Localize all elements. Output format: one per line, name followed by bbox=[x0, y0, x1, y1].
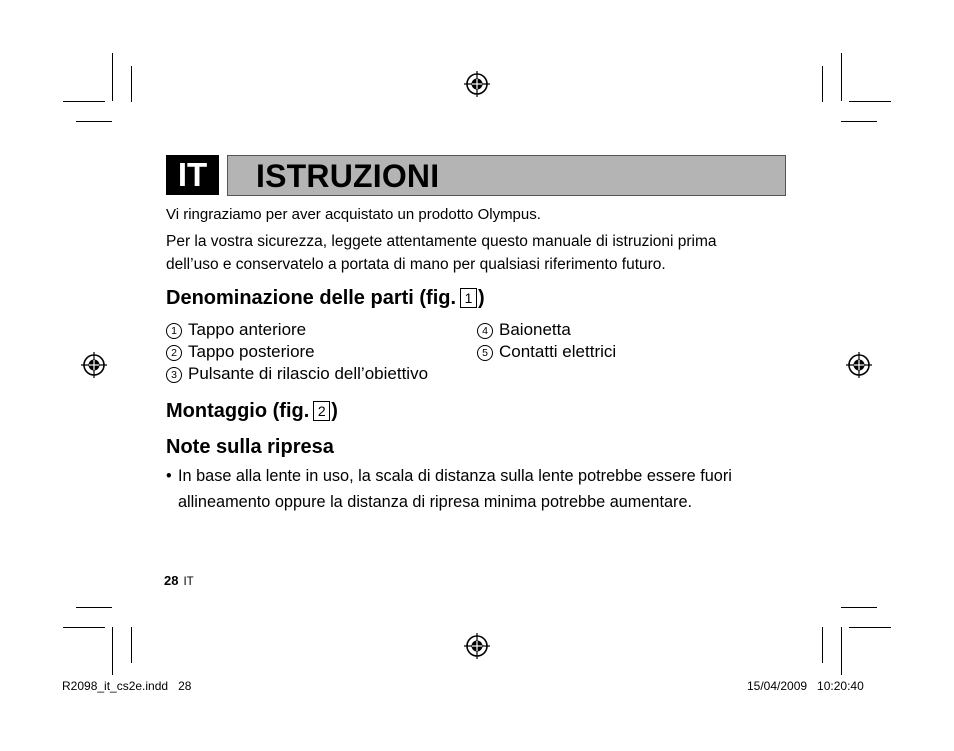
item-number: 4 bbox=[477, 323, 493, 339]
crop-mark bbox=[131, 627, 132, 663]
section-heading-mounting bbox=[166, 400, 338, 423]
intro-line: dell’uso e conservatelo a portata di mano per qualsiasi riferimento futuro. bbox=[166, 256, 666, 273]
print-timestamp: 15/04/2009 10:20:40 bbox=[747, 679, 864, 693]
section-heading-parts bbox=[166, 287, 485, 310]
crop-mark bbox=[822, 627, 823, 663]
item-number: 5 bbox=[477, 345, 493, 361]
figure-reference: 1 bbox=[460, 288, 477, 308]
title-row bbox=[166, 155, 786, 195]
list-item bbox=[166, 319, 306, 341]
registration-mark-icon bbox=[81, 352, 107, 378]
item-number: 1 bbox=[166, 323, 182, 339]
language-badge: IT bbox=[166, 155, 219, 195]
page-number bbox=[164, 573, 194, 588]
list-item bbox=[477, 341, 616, 363]
list-item bbox=[166, 363, 428, 385]
registration-mark-icon bbox=[846, 352, 872, 378]
crop-mark bbox=[63, 627, 105, 628]
heading-text: Denominazione delle parti (fig. bbox=[166, 287, 457, 309]
page-language: IT bbox=[183, 576, 194, 588]
list-item bbox=[477, 319, 571, 341]
item-number: 3 bbox=[166, 367, 182, 383]
crop-mark bbox=[841, 53, 842, 101]
crop-mark bbox=[63, 101, 105, 102]
note-line: In base alla lente in uso, la scala di distanza sulla lente potrebbe essere fuori bbox=[178, 467, 732, 485]
bullet-point: • bbox=[166, 467, 172, 485]
intro-paragraph bbox=[166, 203, 786, 276]
item-label: Tappo anteriore bbox=[188, 320, 307, 339]
crop-mark bbox=[112, 627, 113, 675]
intro-line: Per la vostra sicurezza, leggete attentamente questo manuale di istruzioni prima bbox=[166, 233, 717, 250]
title-bar bbox=[227, 155, 786, 196]
list-item bbox=[166, 341, 315, 363]
crop-mark bbox=[841, 607, 877, 608]
file-slug: R2098_it_cs2e.indd 28 bbox=[62, 679, 192, 693]
note-line: allineamento oppure la distanza di ripresa minima potrebbe aumentare. bbox=[178, 493, 693, 511]
crop-mark bbox=[112, 53, 113, 101]
crop-mark bbox=[841, 121, 877, 122]
note-bullet-item bbox=[166, 463, 796, 515]
item-label: Tappo posteriore bbox=[188, 342, 315, 361]
crop-mark bbox=[131, 66, 132, 102]
registration-mark-icon bbox=[464, 633, 490, 659]
page-title: ISTRUZIONI bbox=[256, 158, 440, 194]
crop-mark bbox=[841, 627, 842, 675]
heading-text: Montaggio (fig. bbox=[166, 400, 310, 422]
crop-mark bbox=[76, 121, 112, 122]
item-label: Pulsante di rilascio dell’obiettivo bbox=[188, 364, 429, 383]
item-number: 2 bbox=[166, 345, 182, 361]
item-label: Contatti elettrici bbox=[499, 342, 617, 361]
crop-mark bbox=[76, 607, 112, 608]
page-number-value: 28 bbox=[164, 573, 179, 588]
crop-mark bbox=[849, 627, 891, 628]
figure-reference: 2 bbox=[313, 401, 330, 421]
heading-closing: ) bbox=[478, 287, 485, 309]
crop-mark bbox=[849, 101, 891, 102]
crop-mark bbox=[822, 66, 823, 102]
item-label: Baionetta bbox=[499, 320, 571, 339]
heading-closing: ) bbox=[331, 400, 338, 422]
section-heading-notes: Note sulla ripresa bbox=[166, 436, 334, 458]
registration-mark-icon bbox=[464, 71, 490, 97]
intro-line: Vi ringraziamo per aver acquistato un prodotto Olympus. bbox=[166, 206, 541, 223]
